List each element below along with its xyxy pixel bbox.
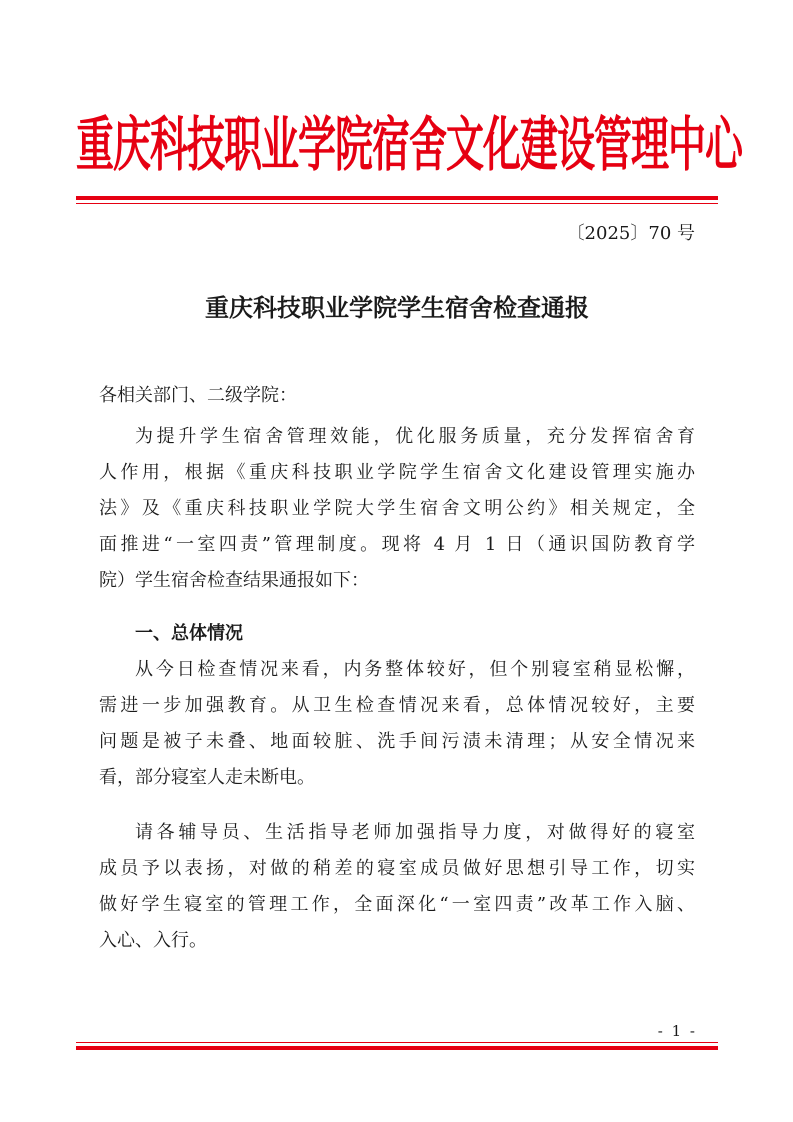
page-number: - 1 -: [657, 1022, 697, 1040]
paragraph-line: 需进一步加强教育。从卫生检查情况来看，总体情况较好，主要: [99, 695, 695, 716]
paragraph-line: 为提升学生宿舍管理效能，优化服务质量，充分发挥宿舍育: [135, 426, 695, 447]
paragraph-line: 院）学生宿舍检查结果通报如下：: [99, 570, 369, 591]
overview-paragraph: [99, 652, 695, 796]
paragraph-line: 做好学生寝室的管理工作，全面深化“一室四责”改革工作入脑、: [99, 894, 695, 915]
section-heading: 一、总体情况: [135, 623, 243, 644]
paragraph-line: 请各辅导员、生活指导老师加强指导力度，对做得好的寝室: [135, 822, 695, 843]
paragraph-line: 成员予以表扬，对做的稍差的寝室成员做好思想引导工作，切实: [99, 858, 695, 879]
footer-rule-thick: [76, 1046, 718, 1050]
letterhead-title: 重庆科技职业学院宿舍文化建设管理中心: [76, 109, 743, 180]
notice-title: 重庆科技职业学院学生宿舍检查通报: [205, 294, 589, 322]
paragraph-line: 面推进“一室四责”管理制度。现将 4 月 1 日（通识国防教育学: [99, 534, 695, 555]
paragraph-line: 入心、入行。: [99, 930, 207, 951]
letterhead-rule-thin: [76, 203, 718, 204]
footer-rule-thin: [76, 1042, 718, 1043]
paragraph-line: 人作用，根据《重庆科技职业学院学生宿舍文化建设管理实施办: [99, 462, 695, 483]
paragraph-line: 看，部分寝室人走未断电。: [99, 767, 315, 788]
paragraph-line: 问题是被子未叠、地面较脏、洗手间污渍未清理；从安全情况来: [99, 731, 695, 752]
paragraph-line: 法》及《重庆科技职业学院大学生宿舍文明公约》相关规定，全: [99, 498, 695, 519]
intro-paragraph: [99, 419, 695, 599]
closing-paragraph: [99, 815, 695, 959]
paragraph-line: 从今日检查情况来看，内务整体较好，但个别寝室稍显松懈，: [135, 659, 695, 680]
salutation: 各相关部门、二级学院：: [99, 385, 297, 406]
document-number: 〔2025〕70 号: [566, 223, 695, 244]
letterhead-rule-thick: [76, 196, 718, 200]
